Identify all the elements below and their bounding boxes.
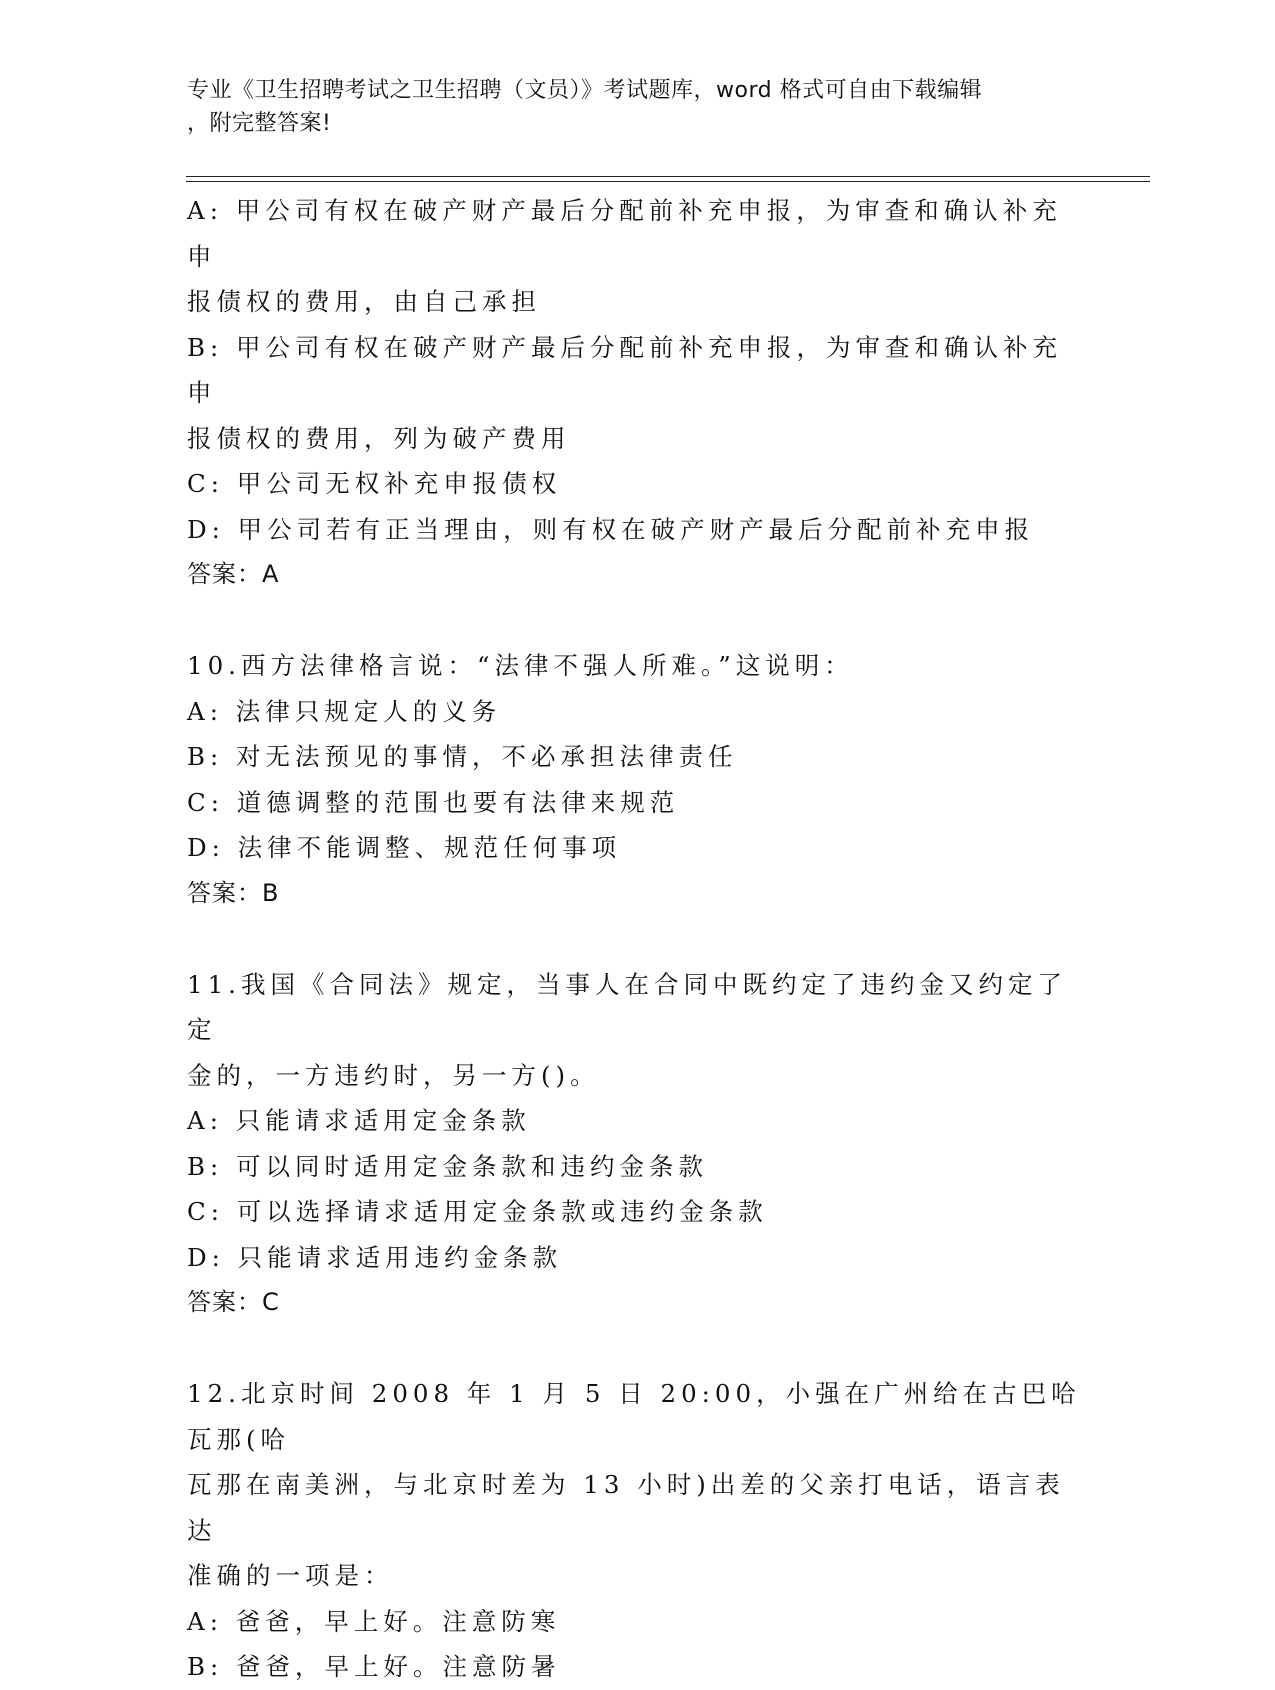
- answer: 答案：C: [187, 1288, 280, 1316]
- answer: 答案：A: [187, 560, 280, 588]
- option-a-line-2: 报债权的费用，由自己承担: [187, 287, 541, 316]
- option-d: D: 法律不能调整、规范任何事项: [187, 833, 622, 862]
- spacer: [187, 916, 1087, 962]
- question-text: 10.西方法律格言说：“法律不强人所难。”这说明：: [187, 651, 854, 680]
- header-line-2: ，附完整答案!: [187, 111, 332, 136]
- option-c: C: 可以选择请求适用定金条款或违约金条款: [187, 1197, 768, 1226]
- option-c: C: 甲公司无权补充申报债权: [187, 469, 562, 498]
- option-a: A: 只能请求适用定金条款: [187, 1106, 531, 1135]
- option-b: B: 可以同时适用定金条款和违约金条款: [187, 1151, 709, 1181]
- option-d: D: 只能请求适用违约金条款: [187, 1242, 563, 1272]
- option-c: C: 道德调整的范围也要有法律来规范: [187, 787, 680, 817]
- question-9-options: [187, 188, 1087, 598]
- answer: 答案：B: [187, 878, 280, 907]
- option-b-line-2: 报债权的费用，列为破产费用: [187, 423, 571, 453]
- header-divider-top: [186, 176, 1150, 177]
- question-12: [187, 1371, 1087, 1690]
- question-text-line-1: 12.北京时间 2008 年 1 月 5 日 20:00，小强在广州给在古巴哈瓦那(哈: [187, 1379, 1081, 1454]
- spacer: [187, 1326, 1087, 1372]
- header-divider-bottom: [186, 181, 1150, 182]
- option-b-line-1: B: 甲公司有权在破产财产最后分配前补充申报，为审查和确认补充申: [187, 332, 1063, 407]
- question-text-line-2: 金的，一方违约时，另一方()。: [187, 1060, 600, 1090]
- spacer: [187, 598, 1087, 644]
- question-content: [187, 188, 1087, 1690]
- question-10: [187, 643, 1087, 916]
- option-b: B: 对无法预见的事情，不必承担法律责任: [187, 742, 738, 771]
- option-b: B: 爸爸，早上好。注意防暑: [187, 1652, 561, 1681]
- document-header: [187, 74, 1067, 140]
- option-d: D: 甲公司若有正当理由，则有权在破产财产最后分配前补充申报: [187, 514, 1035, 544]
- question-text-line-3: 准确的一项是：: [187, 1561, 394, 1590]
- option-a-line-1: A: 甲公司有权在破产财产最后分配前补充申报，为审查和确认补充申: [187, 196, 1062, 271]
- question-11: [187, 962, 1087, 1326]
- question-text-line-2: 瓦那在南美洲，与北京时差为 13 小时)出差的父亲打电话，语言表达: [187, 1470, 1065, 1545]
- question-text-line-1: 11.我国《合同法》规定，当事人在合同中既约定了违约金又约定了定: [187, 969, 1067, 1044]
- option-a: A: 法律只规定人的义务: [187, 696, 502, 726]
- option-a: A: 爸爸，早上好。注意防寒: [187, 1606, 561, 1636]
- header-line-1: 专业《卫生招聘考试之卫生招聘（文员）》考试题库，word 格式可自由下载编辑: [187, 78, 983, 103]
